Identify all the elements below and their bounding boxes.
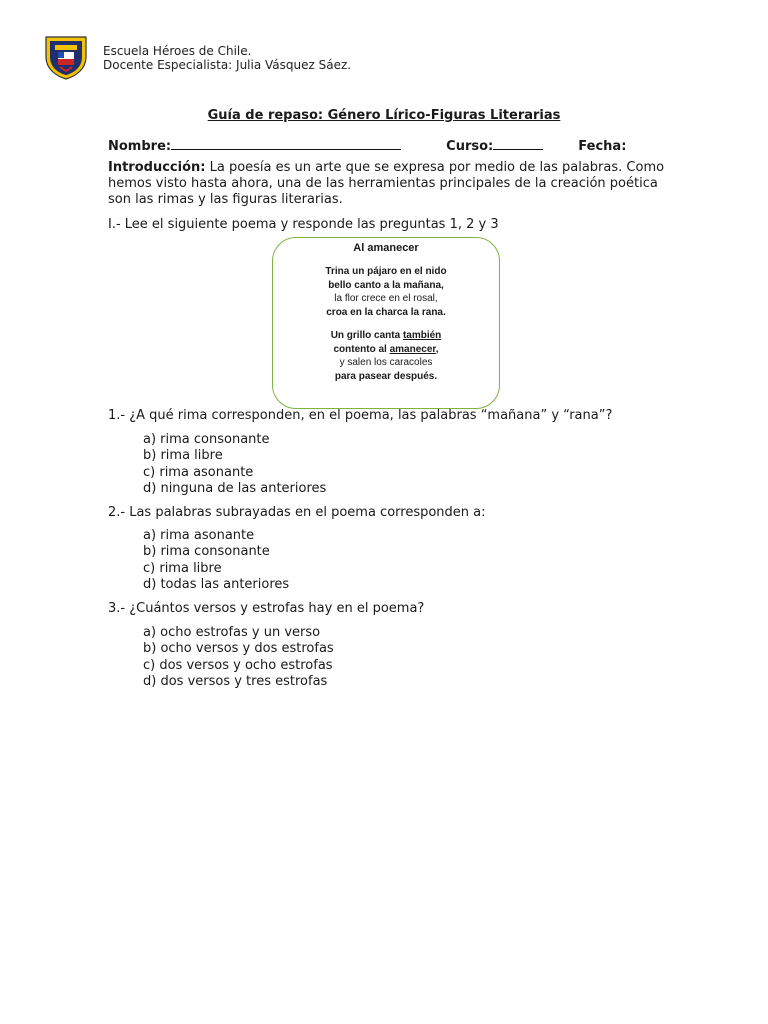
option-d: d) ninguna de las anteriores	[143, 480, 327, 496]
question-1-options	[143, 432, 326, 497]
school-header	[103, 44, 351, 72]
teacher-name: Docente Especialista: Julia Vásquez Sáez.	[103, 58, 352, 72]
poem-verse: croa en la charca la rana.	[326, 306, 446, 318]
question-1: 1.- ¿A qué rima corresponden, en el poema, las palabras “mañana” y “rana”?	[108, 408, 613, 423]
option-d: d) dos versos y tres estrofas	[143, 673, 328, 689]
poem-verse: y salen los caracoles	[339, 357, 433, 368]
poem-verse: bello canto a la mañana,	[328, 279, 444, 291]
option-c: c) rima libre	[143, 560, 222, 576]
option-b: b) rima libre	[143, 448, 223, 464]
intro-label: Introducción:	[108, 160, 206, 175]
poem-box	[272, 237, 500, 409]
name-label: Nombre:	[108, 139, 172, 154]
poem-verse: para pasear después.	[334, 370, 438, 382]
poem-stanza-1	[273, 265, 499, 319]
question-3-options	[143, 625, 334, 690]
introduction-paragraph	[108, 160, 668, 208]
course-blank	[493, 137, 543, 150]
school-name: Escuela Héroes de Chile.	[103, 44, 252, 58]
option-d: d) todas las anteriores	[143, 576, 290, 592]
option-b: b) rima consonante	[143, 544, 270, 560]
poem-verse: contento al amanecer,	[333, 343, 439, 355]
page-title: Guía de repaso: Género Lírico-Figuras Literarias	[207, 108, 561, 123]
name-blank	[171, 137, 401, 150]
option-a: a) rima asonante	[143, 528, 255, 543]
option-c: c) dos versos y ocho estrofas	[143, 657, 333, 673]
question-3: 3.- ¿Cuántos versos y estrofas hay en el poema?	[108, 601, 425, 616]
intro-text: La poesía es un arte que se expresa por medio de las palabras. Como hemos visto hasta ahora, una de las herramientas principales de la creación poética son las rimas y las figuras literarias.	[108, 160, 665, 207]
school-crest-logo	[42, 33, 90, 81]
poem-verse: Trina un pájaro en el nido	[325, 266, 447, 277]
option-b: b) ocho versos y dos estrofas	[143, 641, 334, 657]
poem-title: Al amanecer	[353, 242, 419, 254]
question-2-options	[143, 528, 289, 593]
student-info-fields	[108, 137, 668, 154]
poem-verse: la flor crece en el rosal,	[334, 293, 438, 304]
poem-verse: Un grillo canta también	[330, 330, 442, 341]
instruction-text: I.- Lee el siguiente poema y responde las preguntas 1, 2 y 3	[108, 217, 499, 232]
course-label: Curso:	[446, 139, 494, 154]
option-a: a) ocho estrofas y un verso	[143, 625, 321, 640]
poem-stanza-2	[273, 329, 499, 383]
date-label: Fecha:	[578, 139, 627, 154]
question-2: 2.- Las palabras subrayadas en el poema corresponden a:	[108, 505, 486, 520]
option-a: a) rima consonante	[143, 432, 270, 447]
option-c: c) rima asonante	[143, 464, 254, 480]
